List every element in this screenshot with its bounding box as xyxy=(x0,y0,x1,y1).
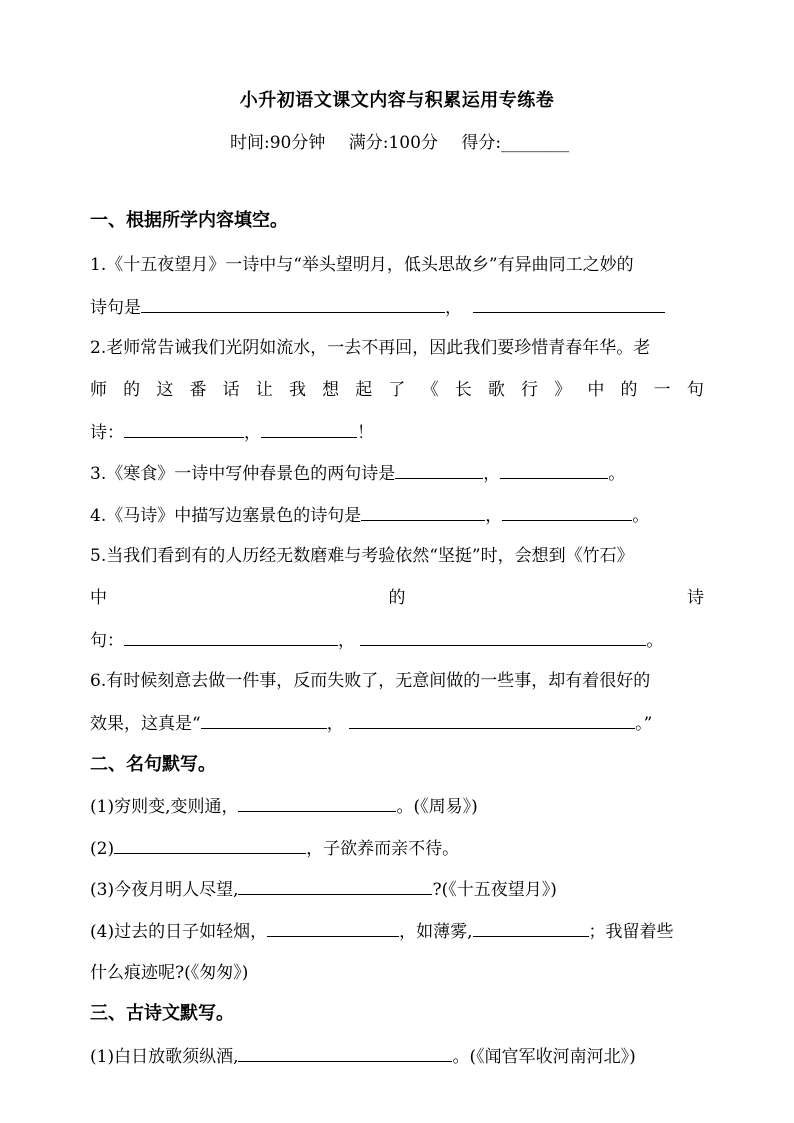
n4-blank-1[interactable] xyxy=(267,920,399,937)
q4-end: 。 xyxy=(632,506,650,526)
n3-blank[interactable] xyxy=(238,878,432,895)
q2-line2-char: 》 xyxy=(554,380,572,400)
n3-suffix: ?(《十五夜望月》) xyxy=(432,880,557,900)
q5-sep: ， xyxy=(338,631,355,651)
q6-end: 。” xyxy=(635,714,653,734)
n4-line1 xyxy=(90,920,674,943)
n2-line xyxy=(90,837,459,860)
q2-line2 xyxy=(90,379,704,401)
n4-line2: 什么痕迹呢?(《匆匆》) xyxy=(90,963,249,983)
q2-line2-char: 长 xyxy=(454,380,472,400)
q2-line2-char: 师 xyxy=(90,380,107,400)
q2-line2-char: 这 xyxy=(156,380,174,400)
q4-blank-2[interactable] xyxy=(502,504,632,521)
q3-end: 。 xyxy=(608,464,626,484)
n1-line xyxy=(90,795,478,818)
q2-line2-char: 让 xyxy=(255,380,273,400)
q2-line3 xyxy=(90,421,374,444)
q3-text: 3.《寒食》一诗中写仲春景色的两句诗是 xyxy=(90,464,396,484)
q6-line1: 6.有时候刻意去做一件事，反而失败了，无意间做的一些事，却有着很好的 xyxy=(90,671,651,691)
q4-line xyxy=(90,504,649,527)
n1-blank[interactable] xyxy=(238,795,396,812)
q2-prefix: 诗： xyxy=(90,423,124,443)
q3-blank-2[interactable] xyxy=(500,462,608,479)
q5-line2-char: 诗 xyxy=(687,588,704,608)
q6-prefix: 效果，这真是“ xyxy=(90,714,201,734)
q2-line2-char: 中 xyxy=(587,380,605,400)
q2-blank-1[interactable] xyxy=(124,421,244,438)
q2-end: ！ xyxy=(357,423,374,443)
p1-suffix: 。(《闻官军收河南河北》) xyxy=(452,1047,636,1067)
q6-line2 xyxy=(90,712,652,735)
n1-prefix: (1)穷则变,变则通， xyxy=(90,797,239,817)
q5-line3 xyxy=(90,629,663,652)
q2-line2-char: 句 xyxy=(686,380,704,400)
q4-blank-1[interactable] xyxy=(361,504,485,521)
q5-line2 xyxy=(90,587,704,609)
n1-suffix: 。(《周易》) xyxy=(396,797,478,817)
q2-line2-char: 起 xyxy=(355,380,373,400)
p1-line xyxy=(90,1045,636,1068)
section-3-heading: 三、古诗文默写。 xyxy=(90,1003,234,1024)
q6-blank-1[interactable] xyxy=(201,712,327,729)
q2-line2-char: 番 xyxy=(189,380,207,400)
q2-line2-char: 话 xyxy=(222,380,240,400)
n4-blank-2[interactable] xyxy=(473,920,589,937)
q3-blank-1[interactable] xyxy=(395,462,483,479)
n4-mid: ，如薄雾, xyxy=(399,922,473,942)
n3-line xyxy=(90,878,557,901)
full-score: 满分:100分 xyxy=(348,133,438,153)
n4-prefix: (4)过去的日子如轻烟， xyxy=(90,922,268,942)
exam-meta xyxy=(230,128,587,153)
q6-sep: ， xyxy=(326,714,344,734)
n2-prefix: (2) xyxy=(90,839,115,859)
q2-line1: 2.老师常告诫我们光阴如流水，一去不再回，因此我们要珍惜青春年华。老 xyxy=(90,338,651,358)
q5-prefix: 句： xyxy=(90,631,124,651)
score-field[interactable]: 得分:________ xyxy=(461,133,570,153)
q2-blank-2[interactable] xyxy=(261,421,357,438)
n2-blank[interactable] xyxy=(114,837,306,854)
time-limit: 时间:90分钟 xyxy=(230,133,326,153)
q2-line2-char: 想 xyxy=(322,380,340,400)
q1-line2 xyxy=(90,296,665,319)
q2-line2-char: 的 xyxy=(620,380,638,400)
q6-blank-2[interactable] xyxy=(349,712,635,729)
q1-prefix: 诗句是 xyxy=(90,298,141,318)
n3-prefix: (3)今夜月明人尽望, xyxy=(90,880,239,900)
q1-blank-2[interactable] xyxy=(473,296,665,313)
q3-sep: ， xyxy=(483,464,501,484)
q4-sep: ， xyxy=(485,506,503,526)
q2-line2-char: 了 xyxy=(388,380,406,400)
page-title: 小升初语文课文内容与积累运用专练卷 xyxy=(239,90,555,111)
section-2-heading: 二、名句默写。 xyxy=(90,754,216,775)
q5-blank-2[interactable] xyxy=(360,629,646,646)
p1-prefix: (1)白日放歌须纵酒, xyxy=(90,1047,239,1067)
q2-line2-char: 行 xyxy=(521,380,539,400)
q5-end: 。 xyxy=(646,631,664,651)
q1-sep: ， xyxy=(445,298,462,318)
q1-blank-1[interactable] xyxy=(141,296,445,313)
q1-line1: 1.《十五夜望月》一诗中与“举头望明月，低头思故乡”有异曲同工之妙的 xyxy=(90,255,634,275)
q2-line2-char: 一 xyxy=(653,380,671,400)
q3-line xyxy=(90,462,625,485)
q4-text: 4.《马诗》中描写边塞景色的诗句是 xyxy=(90,506,362,526)
q2-sep: ， xyxy=(244,423,261,443)
q2-line2-char: 《 xyxy=(421,380,439,400)
p1-blank[interactable] xyxy=(238,1045,452,1062)
q5-line2-char: 的 xyxy=(388,588,406,608)
q2-line2-char: 歌 xyxy=(487,380,505,400)
q5-blank-1[interactable] xyxy=(124,629,338,646)
q5-line1: 5.当我们看到有的人历经无数磨难与考验依然“坚挺”时，会想到《竹石》 xyxy=(90,546,634,566)
section-1-heading: 一、根据所学内容填空。 xyxy=(90,210,288,231)
n2-suffix: ，子欲养而亲不待。 xyxy=(306,839,460,859)
n4-suffix: ；我留着些 xyxy=(588,922,674,942)
q2-line2-char: 的 xyxy=(123,380,141,400)
q5-line2-char: 中 xyxy=(90,588,107,608)
q2-line2-char: 我 xyxy=(288,380,306,400)
